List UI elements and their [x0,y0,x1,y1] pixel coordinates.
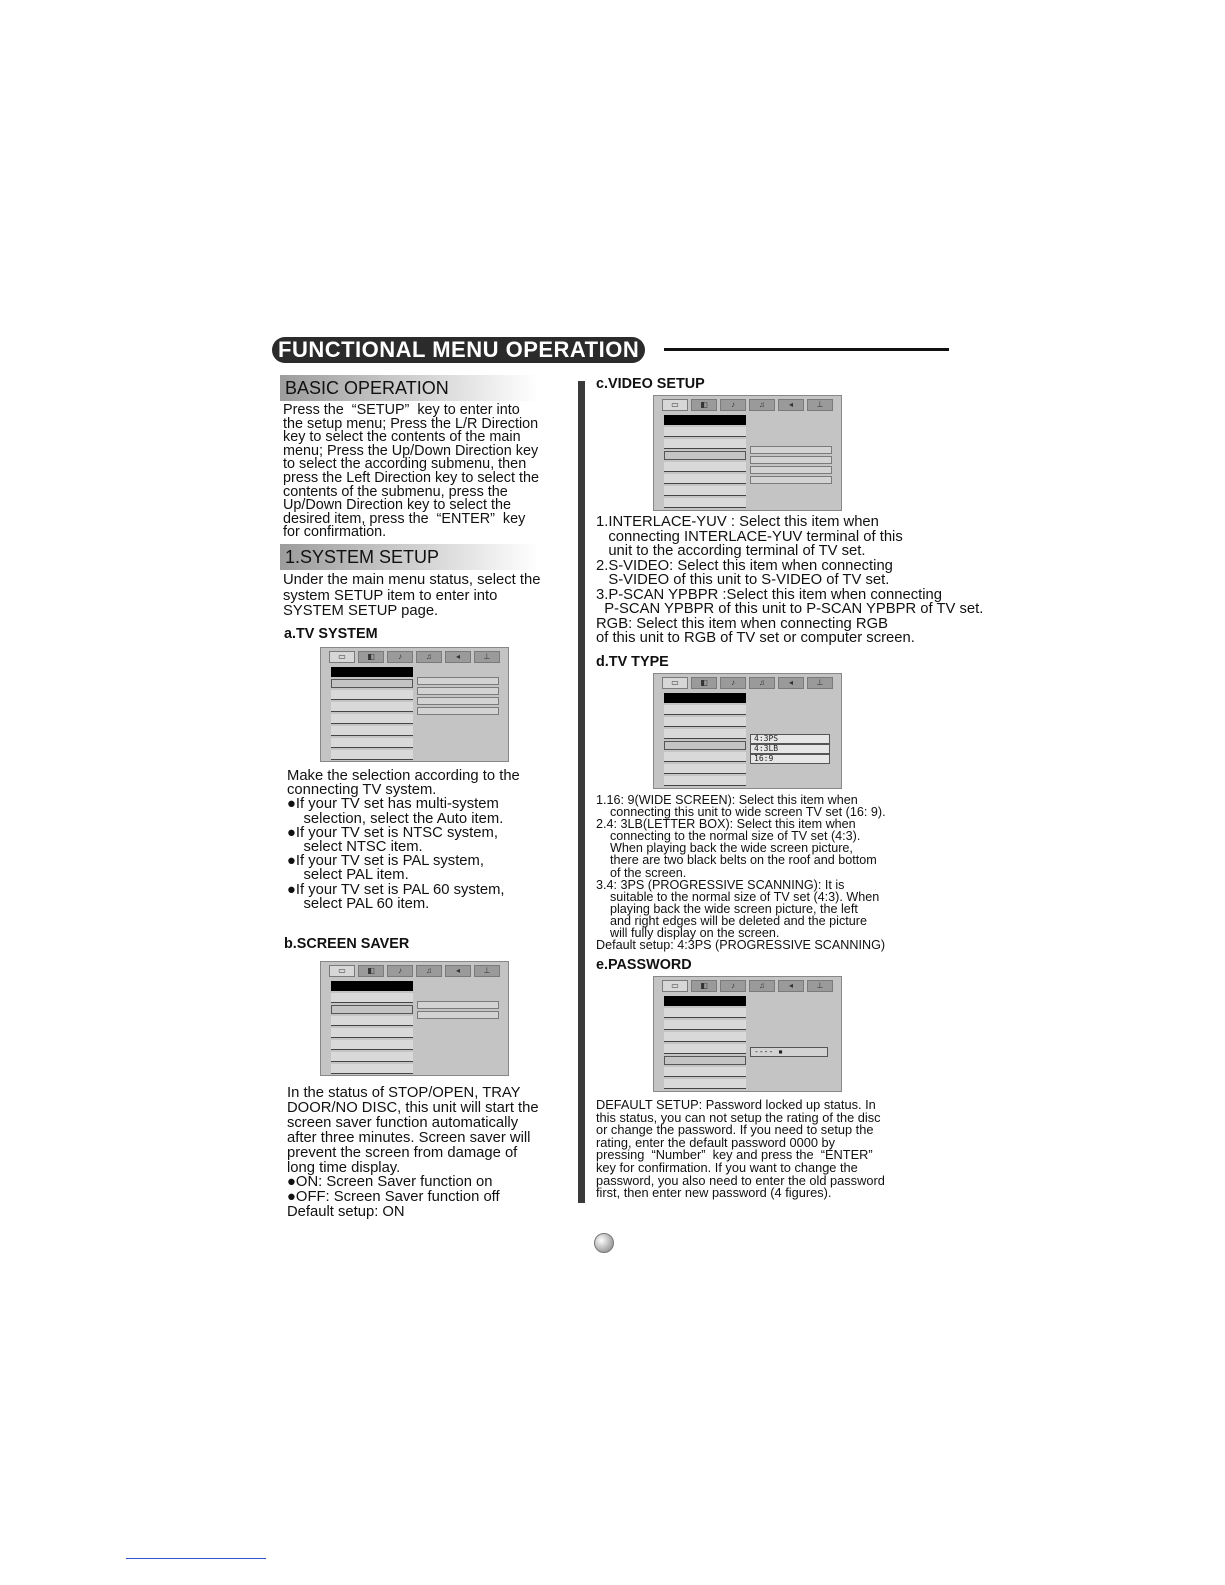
user-icon: ⊥ [807,677,833,689]
speaker-icon: ◧ [691,980,717,992]
tv-icon: ▭ [662,677,688,689]
speaker-icon: ◧ [691,677,717,689]
screen-saver-title: b.SCREEN SAVER [284,936,410,952]
tv-system-title: a.TV SYSTEM [284,626,378,642]
music-icon: ♫ [416,651,442,663]
user-icon: ⊥ [474,651,500,663]
column-divider [578,381,585,1203]
sound-icon: ♪ [387,965,413,977]
tv-type-text: 1.16: 9(WIDE SCREEN): Select this item when connecting this unit to wide screen TV set (16: 9). 2.4: 3LB(LETTER BOX): Select this item when connecting to the normal size of TV set (4:3). When playing back the wide screen picture, there are two black belts on the roof and bottom of the screen. 3.4: 3PS (PROGRESSIVE SCANNING): It is suitable to the normal size of TV set (4:3). When playing back the wide screen picture, the left and right edges will be deleted and the picture will fully display on the screen. Default setup: 4:3PS (PROGRESSIVE SCANNING) [596,793,886,953]
video-setup-title: c.VIDEO SETUP [596,376,705,392]
password-menu [653,976,842,1092]
video-setup-menu [653,395,842,511]
banner-rule [664,348,949,351]
footer-link-line [126,1558,266,1559]
page-number-dot [594,1233,614,1253]
tv-type-option-wide: 16:9 [750,754,830,764]
speaker-icon: ◧ [358,651,384,663]
password-mask: ---- [754,1047,774,1056]
password-field [750,1047,828,1057]
tv-system-menu [320,647,509,762]
user-icon: ⊥ [474,965,500,977]
sound-icon: ♪ [387,651,413,663]
arrow-left-icon: ◂ [778,677,804,689]
screen-saver-text: In the status of STOP/OPEN, TRAY DOOR/NO DISC, this unit will start the screen saver function automatically after three minutes. Screen saver will prevent the screen from damage of long time display. ●ON: Screen Saver function on ●OFF: Screen Saver function off Default setup: ON [287,1085,539,1221]
sound-icon: ♪ [720,980,746,992]
tv-icon: ▭ [662,980,688,992]
music-icon: ♫ [416,965,442,977]
sound-icon: ♪ [720,399,746,411]
lock-icon: ▪ [778,1047,783,1056]
arrow-left-icon: ◂ [445,965,471,977]
music-icon: ♫ [749,677,775,689]
sound-icon: ♪ [720,677,746,689]
user-icon: ⊥ [807,399,833,411]
tv-type-option-lb: 4:3LB [750,744,830,754]
tv-type-menu [653,673,842,789]
tv-type-option-ps: 4:3PS [750,734,830,744]
music-icon: ♫ [749,980,775,992]
user-icon: ⊥ [807,980,833,992]
screen-saver-menu [320,961,509,1076]
section-basic-operation: BASIC OPERATION [280,375,538,401]
tv-icon: ▭ [662,399,688,411]
basic-operation-text: Press the “SETUP” key to enter into the setup menu; Press the L/R Direction key to select the contents of the main menu; Press the Up/Down Direction key to select the according submenu, then press the Left Direction key to select the contents of the submenu, press the Up/Down Direction key to select the desired item, press the “ENTER” key for confirmation. [283,402,539,541]
system-setup-text: Under the main menu status, select the system SETUP item to enter into SYSTEM SETUP page. [283,572,541,620]
tv-type-title: d.TV TYPE [596,654,669,670]
music-icon: ♫ [749,399,775,411]
arrow-left-icon: ◂ [778,980,804,992]
tv-system-text: Make the selection according to the connecting TV system. ●If your TV set has multi-system selection, select the Auto item. ●If your TV set is NTSC system, select NTSC item. ●If your TV set is PAL system, select PAL item. ●If your TV set is PAL 60 system, select PAL 60 item. [287,768,520,912]
arrow-left-icon: ◂ [778,399,804,411]
speaker-icon: ◧ [358,965,384,977]
password-title: e.PASSWORD [596,957,692,973]
page-banner: FUNCTIONAL MENU OPERATION [272,337,645,363]
password-text: DEFAULT SETUP: Password locked up status. In this status, you can not setup the rating of the disc or change the password. If you need to setup the rating, enter the default password 0000 by pressing “Number” key and press the “ENTER” key for confirmation. If you want to change the password, you also need to enter the old password first, then enter new password (4 figures). [596,1097,885,1201]
tv-icon: ▭ [329,965,355,977]
arrow-left-icon: ◂ [445,651,471,663]
tv-icon: ▭ [329,651,355,663]
video-setup-text: 1.INTERLACE-YUV : Select this item when connecting INTERLACE-YUV terminal of this unit to the according terminal of TV set. 2.S-VIDEO: Select this item when connecting S-VIDEO of this unit to S-VIDEO of TV set. 3.P-SCAN YPBPR :Select this item when connecting P-SCAN YPBPR of this unit to P-SCAN YPBPR of TV set. RGB: Select this item when connecting RGB of this unit to RGB of TV set or computer screen. [596,514,984,646]
section-system-setup: 1.SYSTEM SETUP [280,544,538,570]
speaker-icon: ◧ [691,399,717,411]
